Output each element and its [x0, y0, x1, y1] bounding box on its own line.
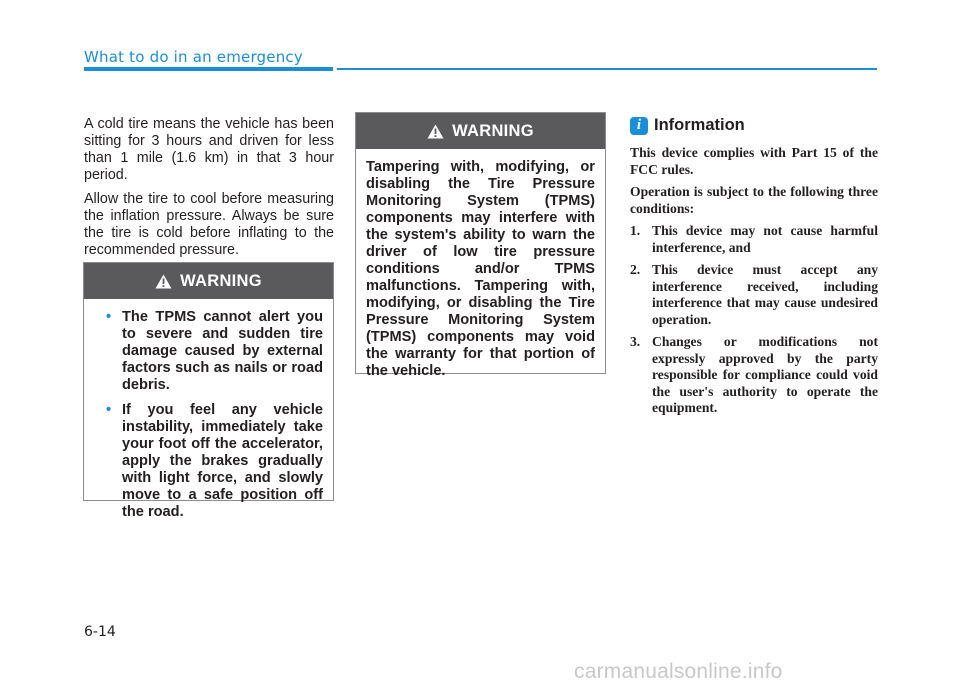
warning-header [356, 113, 605, 149]
intro-paragraph: Allow the tire to cool before measuring the inflation pressure. Always be sure the tire is cold before inflating to the recommended pressure. [84, 191, 334, 258]
header-rule-thin [337, 68, 877, 70]
warning-item: • If you feel any vehicle instability, immediately take your foot off the accelerator, apply the brakes gradually with light force, and slowly move to a safe position off the road. [106, 402, 323, 520]
information-section [630, 116, 878, 423]
warning-title: WARNING [452, 121, 534, 140]
bullet-icon: • [106, 309, 112, 325]
warning-body: Tampering with, modifying, or disabling the Tire Pressure Monitoring System (TPMS) components may interfere with the system's ability to warn the driver of low tire pressure conditions and/or TPMS malfunctions. Tampering with, modifying, or disabling the Tire Pressure Monitoring System (TPMS) components may void the warranty for that portion of the vehicle. [366, 159, 595, 379]
information-paragraph: This device complies with Part 15 of the FCC rules. [630, 145, 878, 177]
information-list-item: 1. This device may not cause harmful interference, and [630, 223, 878, 255]
header-rule-thick [84, 67, 333, 71]
intro-paragraph: A cold tire means the vehicle has been sitting for 3 hours and driven for less than 1 mile (1.6 km) in that 3 hour period. [84, 116, 334, 183]
information-title: Information [654, 116, 745, 134]
information-list-item: 3. Changes or modifications not expressly approved by the party responsible for compliance could void the user's authority to operate the equipment. [630, 334, 878, 415]
information-icon: i [630, 117, 648, 135]
bullet-icon: • [106, 402, 112, 418]
warning-header [84, 263, 333, 299]
warning-triangle-icon [427, 124, 444, 139]
warning-box-tpms-tampering [355, 112, 606, 379]
page-number: 6-14 [84, 624, 116, 640]
intro-column [84, 116, 334, 266]
watermark: carmanualsonline.info [574, 660, 783, 683]
warning-item: • The TPMS cannot alert you to severe and sudden tire damage caused by external factors such as nails or road debris. [106, 309, 323, 393]
section-title: What to do in an emergency [84, 48, 303, 66]
information-header [630, 116, 878, 135]
warning-body [84, 299, 333, 539]
information-list-item: 2. This device must accept any interference received, including interference that may cause undesired operation. [630, 262, 878, 327]
warning-title: WARNING [180, 271, 262, 290]
warning-triangle-icon [155, 274, 172, 289]
information-paragraph: Operation is subject to the following three conditions: [630, 184, 878, 216]
warning-box-tpms-alert [83, 262, 334, 520]
